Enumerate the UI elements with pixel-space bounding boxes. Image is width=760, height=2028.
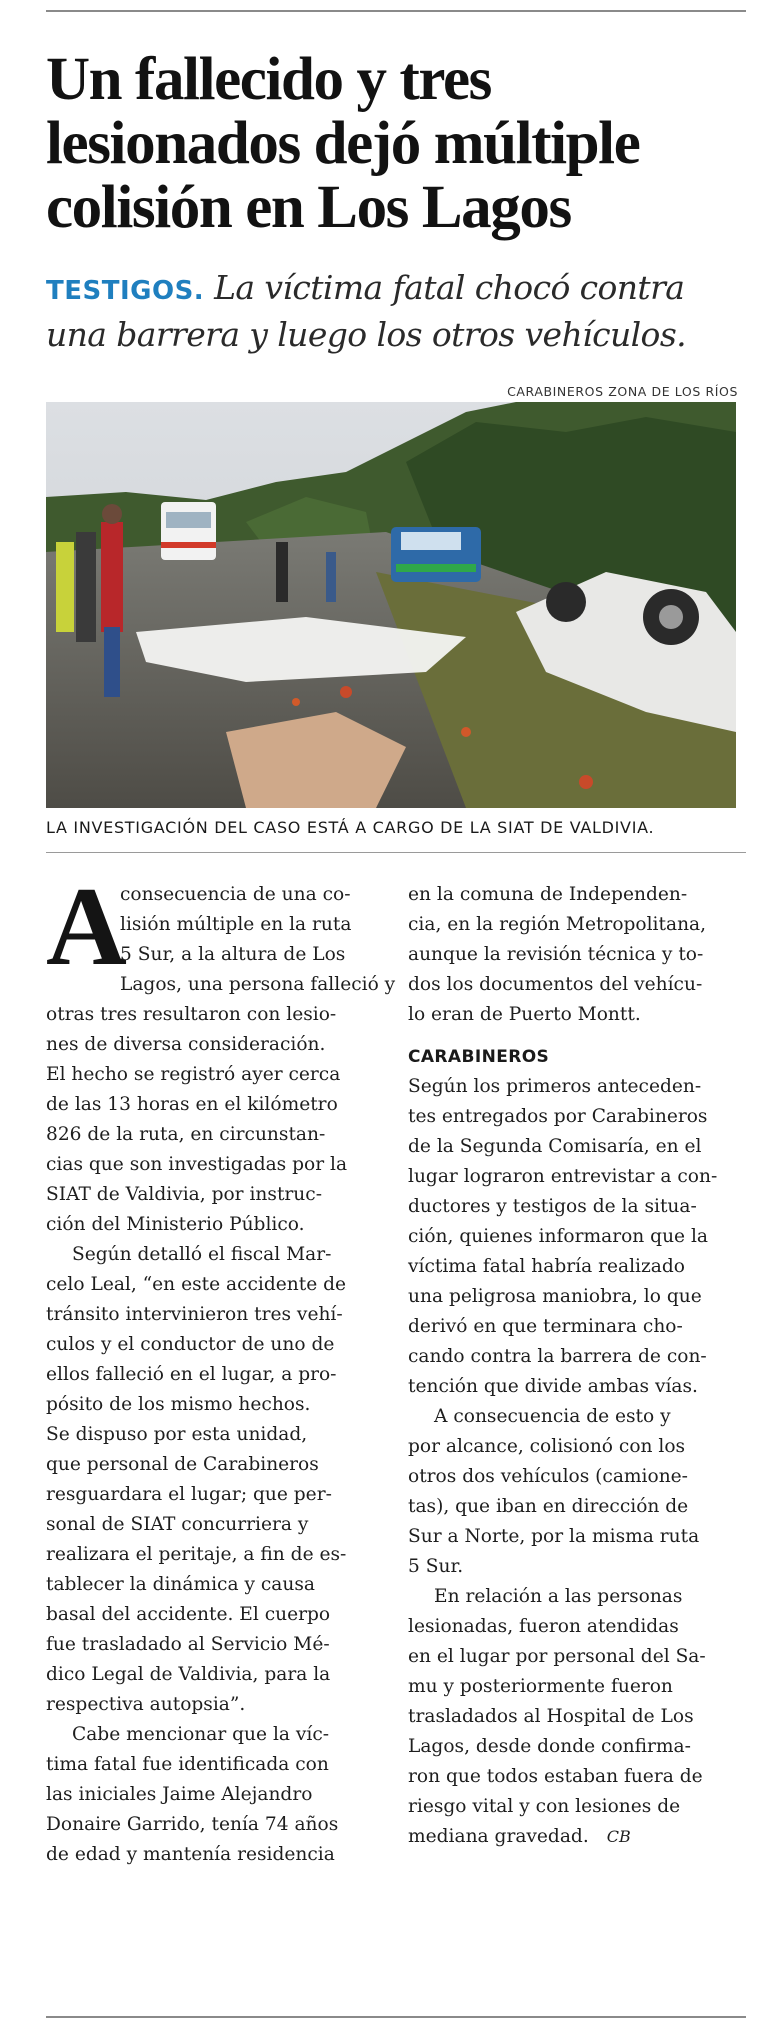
text-line: ellos falleció en el lugar, a pro- — [46, 1364, 337, 1385]
text-line: cando contra la barrera de con- — [408, 1346, 707, 1367]
text-line: ron que todos estaban fuera de — [408, 1766, 703, 1787]
text-line: Según detalló el fiscal Mar- — [72, 1244, 332, 1265]
text-line: lugar lograron entrevistar a con- — [408, 1166, 718, 1187]
text-line: lo eran de Puerto Montt. — [408, 1004, 641, 1025]
text-line: que personal de Carabineros — [46, 1454, 319, 1475]
drop-cap: A — [46, 865, 127, 989]
text-line: cia, en la región Metropolitana, — [408, 914, 707, 935]
text-line: de las 13 horas en el kilómetro — [46, 1094, 338, 1115]
text-line: una peligrosa maniobra, lo que — [408, 1286, 702, 1307]
text-line: fue trasladado al Servicio Mé- — [46, 1634, 330, 1655]
text-line: resguardara el lugar; que per- — [46, 1484, 332, 1505]
text-line: A consecuencia de esto y — [434, 1406, 671, 1427]
text-line: respectiva autopsia”. — [46, 1694, 246, 1715]
text-line: víctima fatal habría realizado — [408, 1256, 685, 1277]
text-line: otros dos vehículos (camione- — [408, 1466, 688, 1487]
text-line: ductores y testigos de la situa- — [408, 1196, 697, 1217]
text-line: riesgo vital y con lesiones de — [408, 1796, 681, 1817]
kicker: TESTIGOS. — [46, 276, 205, 306]
text-line: dico Legal de Valdivia, para la — [46, 1664, 331, 1685]
text-line: Cabe mencionar que la víc- — [72, 1724, 330, 1745]
text-line: 826 de la ruta, en circunstan- — [46, 1124, 326, 1145]
article-column-left — [46, 865, 396, 1870]
text-line: Según los primeros anteceden- — [408, 1076, 702, 1097]
text-line: consecuencia de una co- — [120, 884, 351, 905]
text-line: SIAT de Valdivia, por instruc- — [46, 1184, 322, 1205]
text-line: basal del accidente. El cuerpo — [46, 1604, 331, 1625]
text-line: las iniciales Jaime Alejandro — [46, 1784, 313, 1805]
text-line: Donaire Garrido, tenía 74 años — [46, 1814, 339, 1835]
headline-line: Un fallecido y tres — [46, 46, 491, 113]
text-line: mu y posteriormente fueron — [408, 1676, 673, 1697]
caption-rule — [46, 852, 746, 853]
text-line: aunque la revisión técnica y to- — [408, 944, 704, 965]
text-line: por alcance, colisionó con los — [408, 1436, 686, 1457]
text-line: tablecer la dinámica y causa — [46, 1574, 315, 1595]
article-column-right — [408, 880, 736, 1852]
text-line: en la comuna de Independen- — [408, 884, 688, 905]
text-line: En relación a las personas — [434, 1586, 683, 1607]
text-line: lesionadas, fueron atendidas — [408, 1616, 679, 1637]
subhead-text: La víctima fatal chocó contra — [214, 268, 685, 307]
text-line: lisión múltiple en la ruta — [120, 914, 352, 935]
headline-line: colisión en Los Lagos — [46, 174, 571, 241]
text-line: nes de diversa consideración. — [46, 1034, 326, 1055]
headline — [46, 48, 736, 240]
text-line: realizara el peritaje, a fin de es- — [46, 1544, 347, 1565]
accident-photo — [46, 402, 736, 808]
text-line: tes entregados por Carabineros — [408, 1106, 708, 1127]
text-line: tención que divide ambas vías. — [408, 1376, 698, 1397]
photo-credit: CARABINEROS ZONA DE LOS RÍOS — [507, 384, 738, 399]
text-line: 5 Sur. — [408, 1556, 464, 1577]
text-line: ción, quienes informaron que la — [408, 1226, 709, 1247]
text-line: mediana gravedad. — [408, 1826, 589, 1847]
bottom-rule — [46, 2016, 746, 2018]
text-line: derivó en que terminara cho- — [408, 1316, 683, 1337]
subheadline — [46, 266, 746, 357]
text-line: Lagos, desde donde confirma- — [408, 1736, 691, 1757]
text-line: otras tres resultaron con lesio- — [46, 1004, 337, 1025]
text-line: tránsito intervinieron tres vehí- — [46, 1304, 343, 1325]
headline-line: lesionados dejó múltiple — [46, 110, 640, 177]
text-line: ción del Ministerio Público. — [46, 1214, 305, 1235]
text-line: El hecho se registró ayer cerca — [46, 1064, 341, 1085]
text-line: culos y el conductor de uno de — [46, 1334, 335, 1355]
text-line: 5 Sur, a la altura de Los — [120, 944, 346, 965]
section-heading: CARABINEROS — [408, 1047, 550, 1067]
text-line: celo Leal, “en este accidente de — [46, 1274, 347, 1295]
text-line: de la Segunda Comisaría, en el — [408, 1136, 702, 1157]
text-line: tas), que iban en dirección de — [408, 1496, 689, 1517]
subhead-text: una barrera y luego los otros vehículos. — [46, 315, 687, 354]
text-line: cias que son investigadas por la — [46, 1154, 348, 1175]
photo-caption: LA INVESTIGACIÓN DEL CASO ESTÁ A CARGO DE LA SIAT DE VALDIVIA. — [46, 818, 655, 837]
text-line: Se dispuso por esta unidad, — [46, 1424, 308, 1445]
text-line: Sur a Norte, por la misma ruta — [408, 1526, 700, 1547]
text-line: trasladados al Hospital de Los — [408, 1706, 694, 1727]
text-line: tima fatal fue identificada con — [46, 1754, 329, 1775]
text-line: sonal de SIAT concurriera y — [46, 1514, 309, 1535]
accident-scene-image — [46, 402, 736, 808]
text-line: de edad y mantenía residencia — [46, 1844, 335, 1865]
end-mark: CB — [606, 1827, 631, 1846]
text-line: pósito de los mismo hechos. — [46, 1394, 311, 1415]
top-rule — [46, 10, 746, 12]
text-line: en el lugar por personal del Sa- — [408, 1646, 706, 1667]
text-line: dos los documentos del vehícu- — [408, 974, 703, 995]
text-line: Lagos, una persona falleció y — [120, 974, 396, 995]
